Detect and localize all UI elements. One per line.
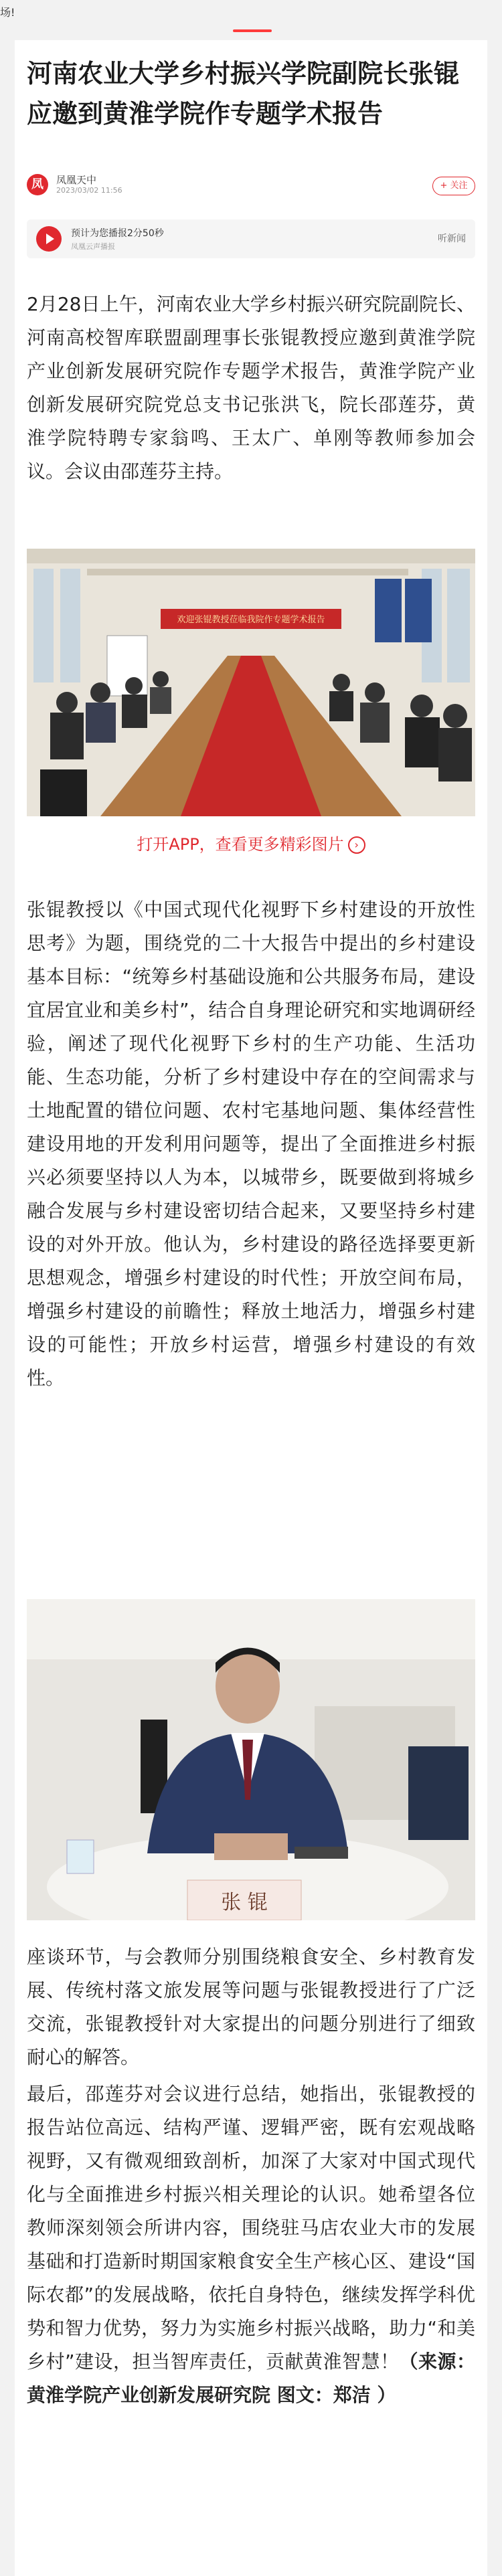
play-icon[interactable] (36, 226, 62, 252)
open-app-link-text[interactable]: 打开APP，查看更多精彩图片 (137, 835, 344, 854)
audio-player[interactable] (27, 219, 475, 258)
top-marker (233, 29, 272, 32)
audio-title: 预计为您播报2分50秒 (71, 228, 164, 239)
summary-text: 最后，邵莲芬对会议进行总结，她指出，张锟教授的报告站位高远、结构严谨、逻辑严密，既有宏观战略视野，又有微观细致剖析，加深了大家对中国式现代化与全面推进乡村振兴相关理论的认识。她希望各位教师深刻领会所讲内容，围绕驻马店农业大市的发展基础和打造新时期国家粮食安全生产核心区、建设“国际农都”的发展战略，依托自身特色，继续发挥学科优势和智力优势，努力为实施乡村振兴战略，助力“和美乡村”建设，担当智库责任，贡献黄淮智慧！ (27, 2083, 475, 2373)
meeting-photo-image (27, 549, 475, 816)
top-notice: 场! (0, 6, 15, 19)
source-name[interactable]: 凤凰天中 (56, 174, 97, 186)
paragraph-intro: 2月28日上午，河南农业大学乡村振兴研究院副院长、河南高校智库联盟副理事长张锟教授应邀到黄淮学院产业创新发展研究院作专题学术报告，黄淮学院产业创新发展研究院党总支书记张洪飞，院长邵莲芬，黄淮学院特聘专家翁鸣、王太广、单刚等教师参加会议。会议由邵莲芬主持。 (27, 293, 475, 482)
paragraph-summary (27, 2078, 475, 2412)
speaker-photo-image (27, 1599, 475, 1920)
source-row (27, 173, 475, 199)
audio-subtitle: 凤凰云声播报 (71, 242, 115, 251)
speaker-photo[interactable] (27, 1599, 475, 1920)
nameplate: 张 锟 (221, 1891, 268, 1914)
open-app-link[interactable] (15, 831, 487, 854)
top-bar (0, 0, 502, 40)
welcome-banner: 欢迎张锟教授莅临我院作专题学术报告 (177, 615, 325, 625)
article-card (15, 40, 487, 2576)
source-logo-icon[interactable]: 凤 (27, 174, 48, 195)
publish-time: 2023/03/02 11:56 (56, 186, 122, 195)
follow-button[interactable]: + 关注 (432, 177, 475, 195)
source-credit: （来源：黄淮学院产业创新发展研究院 图文：郑洁 ） (27, 2351, 475, 2406)
paragraph-discussion: 座谈环节，与会教师分别围绕粮食安全、乡村教育发展、传统村落文旅发展等问题与张锟教授进行了广泛交流，张锟教授针对大家提出的问题分别进行了细致耐心的解答。 (27, 1946, 475, 2068)
chevron-right-icon[interactable]: › (348, 836, 365, 854)
meeting-photo[interactable] (27, 549, 475, 816)
paragraph-report: 张锟教授以《中国式现代化视野下乡村建设的开放性思考》为题，围绕党的二十大报告中提出的乡村建设基本目标：“统筹乡村基础设施和公共服务布局，建设宜居宜业和美乡村”，结合自身理论研究和实地调研经验，阐述了现代化视野下乡村的生产功能、生活功能、生态功能，分析了乡村建设中存在的空间需求与土地配置的错位问题、农村宅基地问题、集体经营性建设用地的开发利用问题等，提出了全面推进乡村振兴必须要坚持以人为本，以城带乡，既要做到将城乡融合发展与乡村建设密切结合起来，又要坚持乡村建设的对外开放。他认为，乡村建设的路径选择要更新思想观念，增强乡村建设的时代性；开放空间布局，增强乡村建设的前瞻性；释放土地活力，增强乡村建设的可能性；开放乡村运营，增强乡村建设的有效性。 (27, 899, 475, 1389)
article-title: 河南农业大学乡村振兴学院副院长张锟应邀到黄淮学院作专题学术报告 (27, 59, 460, 128)
listen-news-button[interactable]: 听新闻 (438, 234, 466, 244)
